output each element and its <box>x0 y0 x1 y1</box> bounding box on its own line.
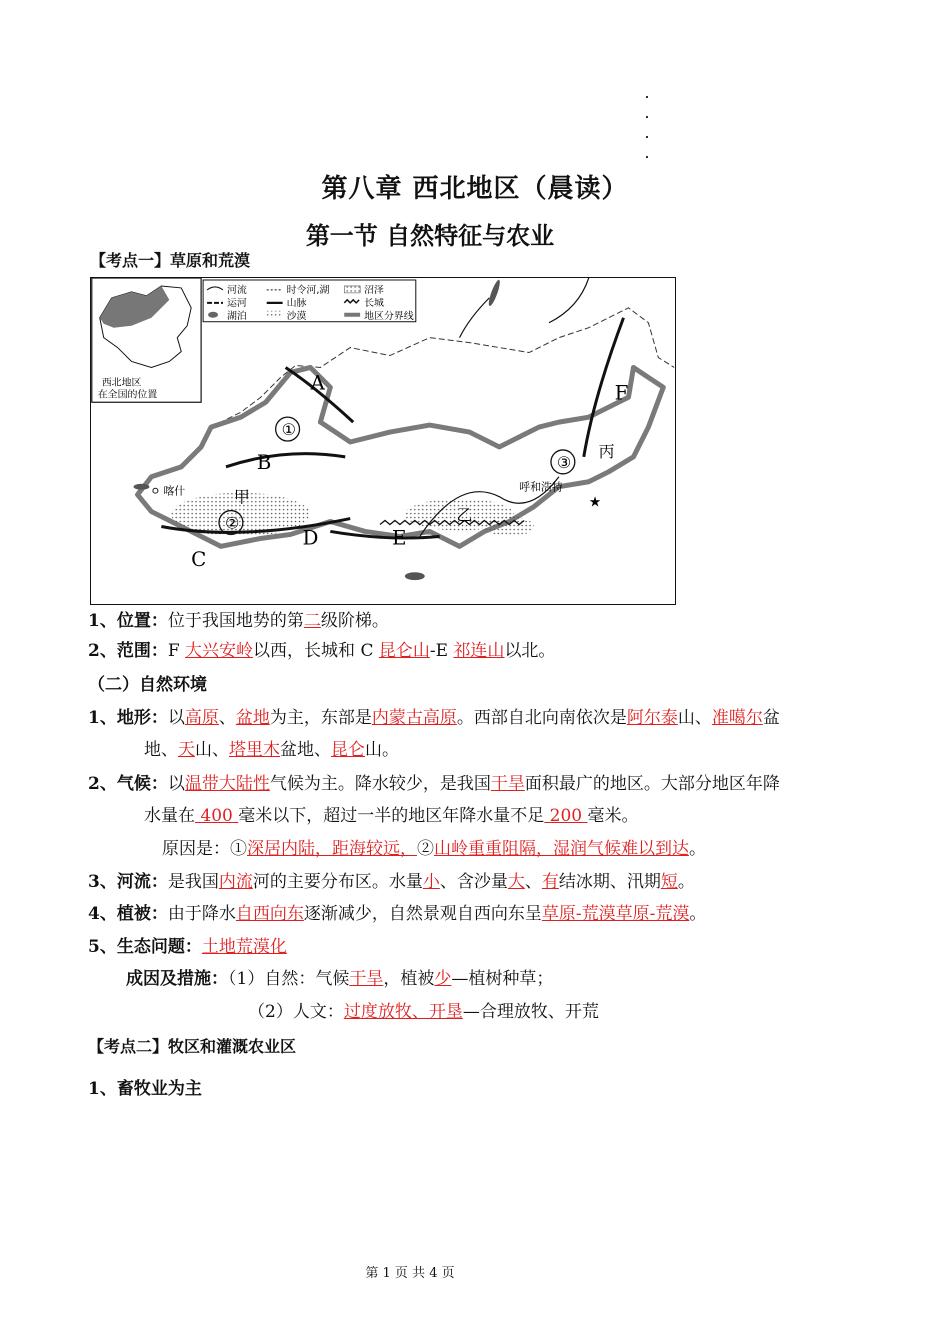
item-causes-human: （2）人文：过度放牧、开垦—合理放牧、开荒 <box>248 1002 599 1022</box>
inset-china-map <box>92 278 201 402</box>
capital-star-icon: ★ <box>588 494 602 511</box>
legend-swamp: 沼泽 <box>364 284 384 296</box>
label-C: C <box>191 548 207 572</box>
label-yi: 乙 <box>456 505 473 525</box>
chapter-title: 第八章 西北地区（晨读） <box>321 174 629 204</box>
label-bing: 丙 <box>598 441 615 461</box>
circle-1: ① <box>281 420 296 440</box>
margin-dots <box>646 96 650 176</box>
section-natural-env: （二）自然环境 <box>88 675 207 695</box>
legend-lake: 湖泊 <box>226 310 247 322</box>
legend-river: 河流 <box>226 284 247 296</box>
northwest-region-map <box>90 277 676 605</box>
label-jia: 甲 <box>233 487 250 507</box>
item-rivers: 3、河流：是我国内流河的主要分布区。水量小、含沙量大、有结冰期、汛期短。 <box>88 872 695 892</box>
city-hohhot: 呼和浩特 <box>519 480 563 494</box>
inset-label-1: 西北地区 <box>101 377 142 389</box>
page-footer: 第 1 页 共 4 页 <box>365 1266 455 1281</box>
item-terrain: 1、地形：以高原、盆地为主，东部是内蒙古高原。西部自北向南依次是阿尔泰山、准噶尔盆 <box>88 708 780 728</box>
inset-label-2: 在全国的位置 <box>97 389 158 401</box>
legend-boundary: 地区分界线 <box>364 310 414 322</box>
label-D: D <box>302 526 319 550</box>
item-terrain-cont: 地、天山、塔里木盆地、昆仑山。 <box>144 740 399 760</box>
label-A: A <box>310 371 325 395</box>
circle-2: ② <box>224 513 240 533</box>
legend-desert: 沙漠 <box>286 310 307 322</box>
item-climate-cont: 水量在 400 毫米以下，超过一半的地区年降水量不足 200 毫米。 <box>144 806 639 826</box>
legend-mountain: 山脉 <box>286 297 307 309</box>
label-B: B <box>256 450 272 474</box>
item-livestock: 1、畜牧业为主 <box>88 1079 202 1099</box>
kaodian-1-heading: 【考点一】草原和荒漠 <box>90 251 251 270</box>
item-vegetation: 4、植被：由于降水自西向东逐渐减少，自然景观自西向东呈草原-荒漠草原-荒漠。 <box>88 904 707 924</box>
item-climate: 2、气候：以温带大陆性气候为主。降水较少，是我国干旱面积最广的地区。大部分地区年降 <box>88 774 780 794</box>
legend-seasonal: 时令河,湖 <box>286 284 330 296</box>
city-kashi: 喀什 <box>163 484 186 498</box>
item-range: 2、范围：F 大兴安岭以西，长城和 C 昆仑山-E 祁连山以北。 <box>88 641 556 661</box>
item-ecology: 5、生态问题：土地荒漠化 <box>88 937 287 957</box>
label-E: E <box>391 526 407 550</box>
kaodian-2-heading: 【考点二】牧区和灌溉农业区 <box>88 1037 297 1056</box>
legend-wall: 长城 <box>364 297 384 309</box>
section-title: 第一节 自然特征与农业 <box>305 221 555 250</box>
item-climate-reason: 原因是：①深居内陆，距海较远，②山岭重重阻隔，湿润气候难以到达。 <box>162 839 706 859</box>
item-location: 1、位置：位于我国地势的第二级阶梯。 <box>88 611 389 631</box>
item-causes-natural: 成因及措施：（1）自然：气候干旱，植被少—植树种草； <box>126 969 554 989</box>
circle-3: ③ <box>556 452 572 472</box>
map-legend <box>203 280 416 322</box>
legend-canal: 运河 <box>226 297 247 309</box>
label-F: F <box>614 381 629 405</box>
